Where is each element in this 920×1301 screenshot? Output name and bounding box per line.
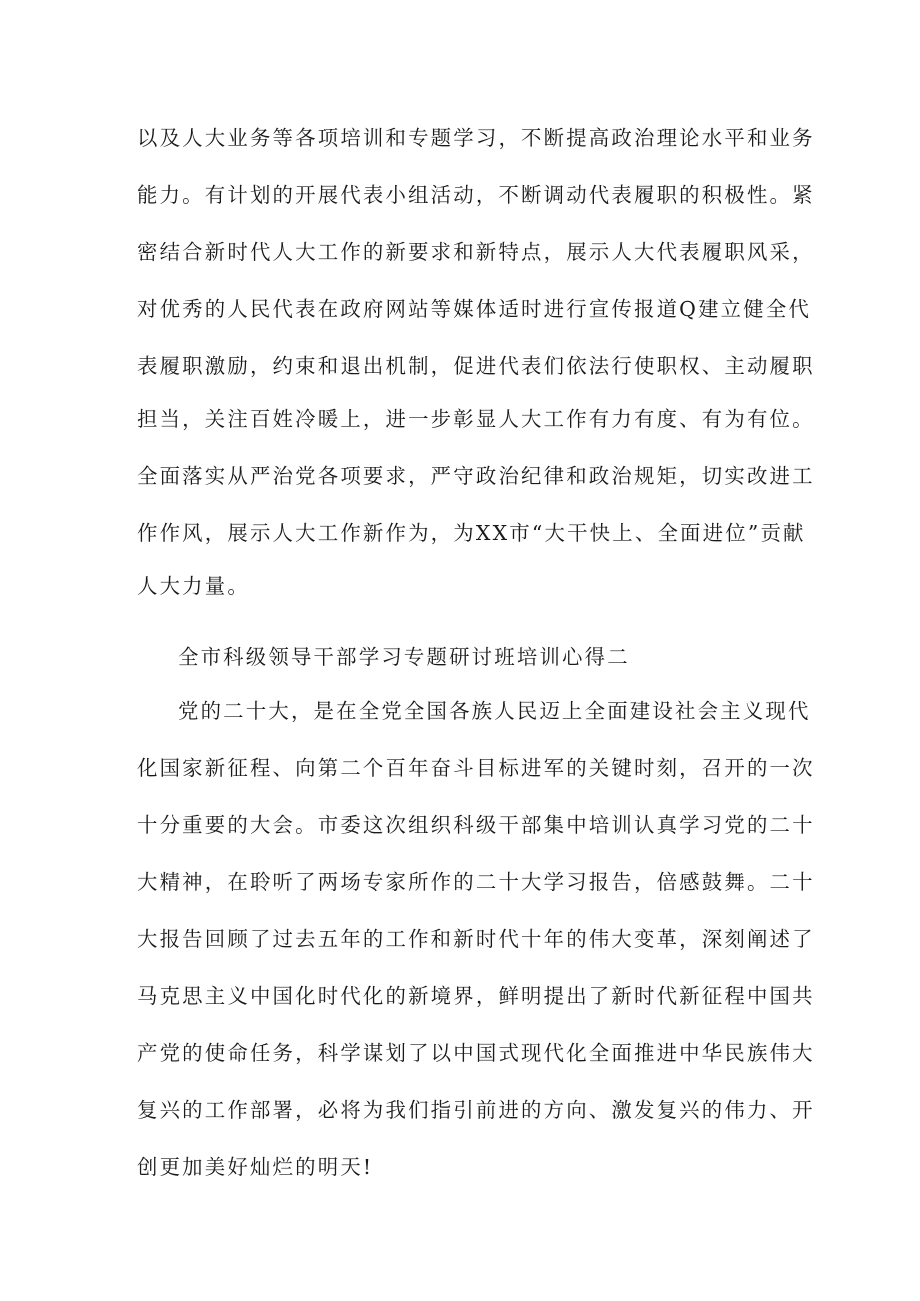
paragraph-line: 产党的使命任务，科学谋划了以中国式现代化全面推进中华民族伟大 — [137, 1041, 815, 1065]
paragraph-line: 创更加美好灿烂的明天! — [137, 1155, 374, 1179]
paragraph-line: 大报告回顾了过去五年的工作和新时代十年的伟大变革，深刻阐述了 — [137, 927, 815, 951]
section-title: 全市科级领导干部学习专题研讨班培训心得二 — [178, 645, 630, 669]
paragraph-line: 十分重要的大会。市委这次组织科级干部集中培训认真学习党的二十 — [137, 813, 815, 837]
paragraph-line: 全面落实从严治党各项要求，严守政治纪律和政治规矩，切实改进工 — [137, 464, 815, 488]
paragraph-line: 化国家新征程、向第二个百年奋斗目标进军的关键时刻，召开的一次 — [137, 756, 815, 780]
paragraph-line: 马克思主义中国化时代化的新境界，鲜明提出了新时代新征程中国共 — [137, 984, 815, 1008]
paragraph-line: 大精神，在聆听了两场专家所作的二十大学习报告，倍感鼓舞。二十 — [137, 870, 815, 894]
paragraph-line: 能力。有计划的开展代表小组活动，不断调动代表履职的积极性。紧 — [137, 183, 815, 207]
paragraph-line: 表履职激励，约束和退出机制，促进代表们依法行使职权、主动履职 — [137, 354, 815, 378]
paragraph-line: 对优秀的人民代表在政府网站等媒体适时进行宣传报道Q建立健全代 — [137, 297, 812, 321]
paragraph-line: 密结合新时代人大工作的新要求和新特点，展示人大代表履职风采， — [137, 240, 815, 264]
paragraph-line: 党的二十大，是在全党全国各族人民迈上全面建设社会主义现代 — [178, 699, 811, 723]
paragraph-line: 复兴的工作部署，必将为我们指引前进的方向、激发复兴的伟力、开 — [137, 1098, 815, 1122]
paragraph-line: 以及人大业务等各项培训和专题学习，不断提高政治理论水平和业务 — [137, 126, 815, 150]
paragraph-line: 担当，关注百姓冷暖上，进一步彰显人大工作有力有度、有为有位。 — [137, 407, 815, 431]
paragraph-line: 作作风，展示人大工作新作为，为XX市“大干快上、全面进位”贡献 — [137, 521, 806, 545]
paragraph-line: 人大力量。 — [137, 574, 250, 598]
